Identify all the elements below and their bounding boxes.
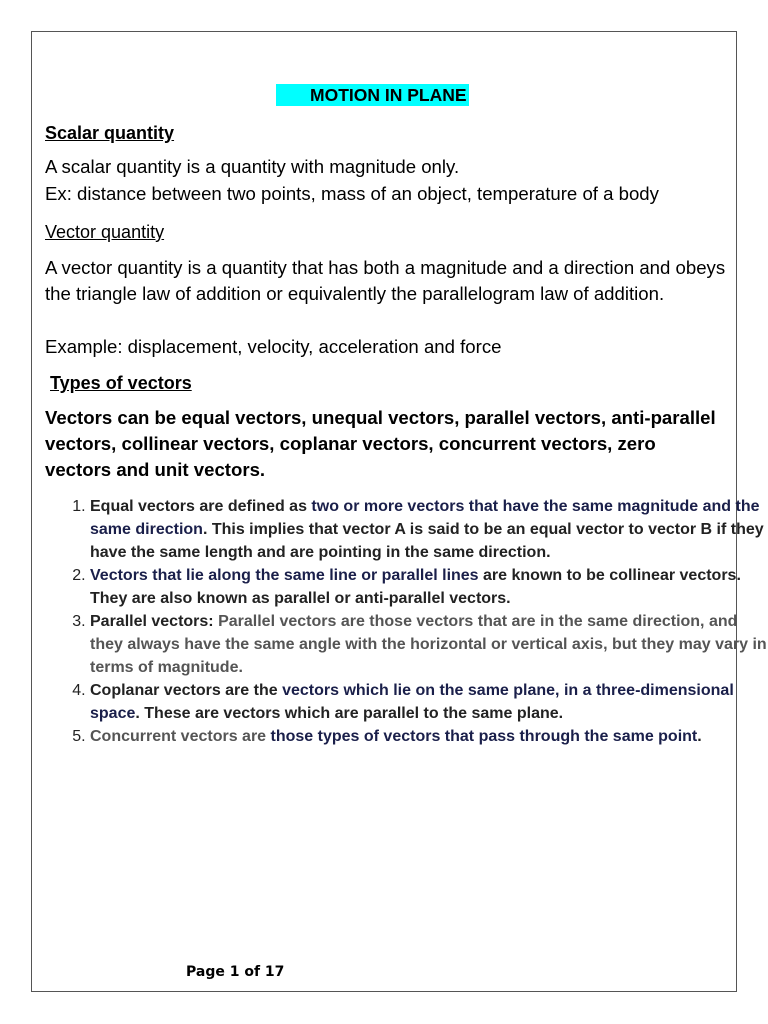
item-text: are known to be collinear vectors. They are also known as parallel or anti-parallel vectors. xyxy=(90,567,741,607)
page-title: MOTION IN PLANE xyxy=(276,84,469,106)
item-text: . These are vectors which are parallel to the same plane. xyxy=(135,705,564,722)
item-text-highlight: those types of vectors that pass through the same point xyxy=(270,728,698,745)
types-intro: Vectors can be equal vectors, unequal vectors, parallel vectors, anti-parallel vectors, collinear vectors, coplanar vectors, concurrent vectors, zero vectors and unit vectors. xyxy=(45,407,716,480)
vector-types-list xyxy=(45,495,768,748)
item-text-highlight: Vectors that lie along the same line or parallel lines xyxy=(90,567,479,584)
list-item xyxy=(90,495,768,564)
list-item xyxy=(90,610,768,679)
item-text: Parallel vectors: xyxy=(90,613,219,630)
list-item xyxy=(90,679,768,725)
types-heading: Types of vectors xyxy=(50,373,192,393)
vector-heading: Vector quantity xyxy=(45,222,165,242)
list-item xyxy=(90,564,768,610)
page-number: Page 1 of 17 xyxy=(186,964,285,980)
item-text: . xyxy=(697,728,702,745)
scalar-line-2: Ex: distance between two points, mass of an object, temperature of a body xyxy=(45,183,659,204)
vector-definition: A vector quantity is a quantity that has both a magnitude and a direction and obeys the triangle law of addition or equivalently the parallelogram law of addition. xyxy=(45,257,726,304)
title-block xyxy=(276,84,469,106)
item-text-gray: Parallel vectors are those vectors that are in the same direction, and they always have the same angle with the horizontal or vertical axis, but they may vary in terms of magnitude. xyxy=(90,613,767,676)
item-text-gray: Concurrent vectors are xyxy=(90,728,271,745)
item-text: . This implies that vector A is said to be an equal vector to vector B if they have the same length and are pointing in the same direction. xyxy=(90,521,764,561)
list-item xyxy=(90,725,768,748)
item-text: Coplanar vectors are the xyxy=(90,682,283,699)
item-text: Equal vectors are defined as xyxy=(90,498,312,515)
item-text-highlight: vectors which lie on the same plane, in a three-dimensional space xyxy=(90,682,734,722)
scalar-line-1: A scalar quantity is a quantity with magnitude only. xyxy=(45,156,460,177)
scalar-heading: Scalar quantity xyxy=(45,123,175,143)
vector-example: Example: displacement, velocity, acceleration and force xyxy=(45,336,502,357)
item-text-highlight: two or more vectors that have the same magnitude and the same direction xyxy=(90,498,760,538)
